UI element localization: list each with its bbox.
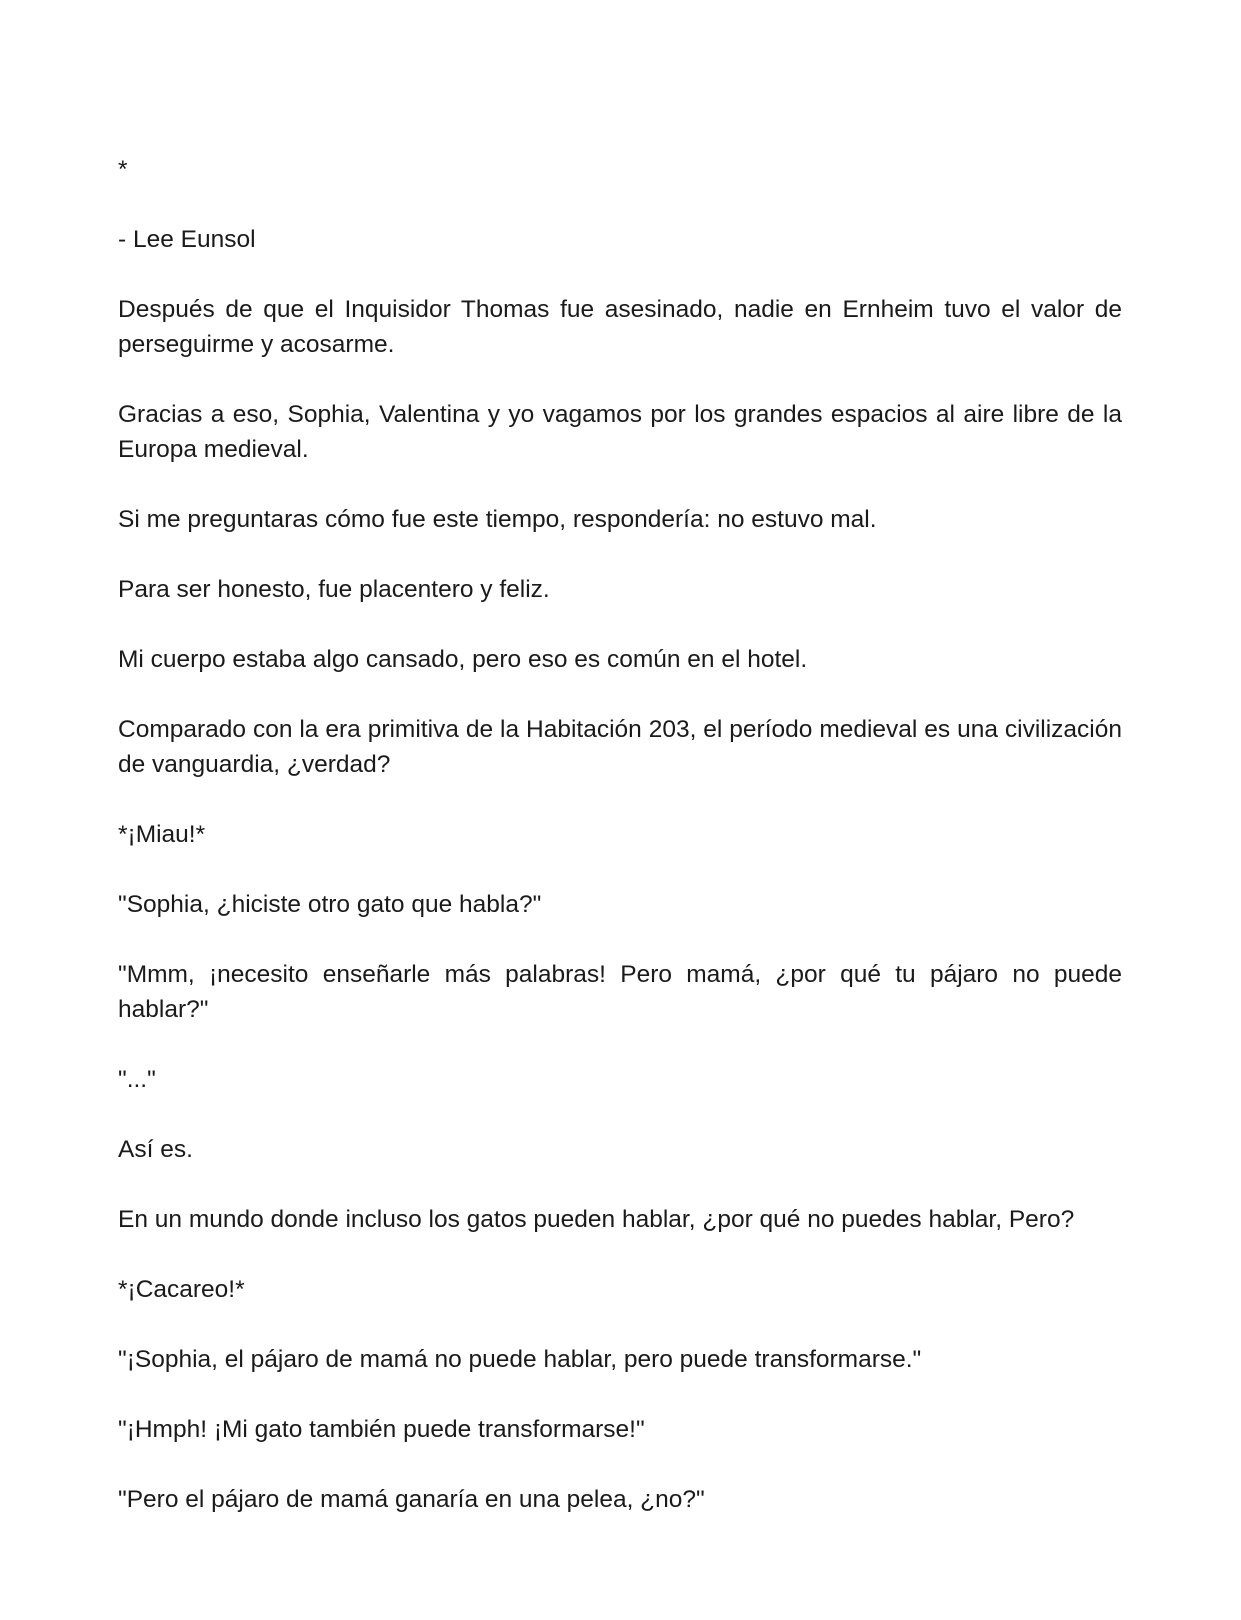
dialogue-line: "¡Hmph! ¡Mi gato también puede transformarse!" bbox=[118, 1416, 645, 1443]
document-body bbox=[118, 152, 1122, 1517]
dialogue-line: "Sophia, ¿hiciste otro gato que habla?" bbox=[118, 891, 542, 918]
paragraph: Así es. bbox=[118, 1136, 193, 1163]
paragraph: Para ser honesto, fue placentero y feliz. bbox=[118, 576, 550, 603]
dialogue-line: "Mmm, ¡necesito enseñarle más palabras! Pero mamá, ¿por qué tu pájaro no puede hablar?" bbox=[118, 961, 1122, 1023]
paragraph: *¡Cacareo!* bbox=[118, 1276, 245, 1303]
dialogue-line: "..." bbox=[118, 1066, 156, 1093]
paragraph: *¡Miau!* bbox=[118, 821, 206, 848]
scene-break: * bbox=[118, 156, 128, 183]
dialogue-line: "Pero el pájaro de mamá ganaría en una pelea, ¿no?" bbox=[118, 1486, 705, 1513]
paragraph: Comparado con la era primitiva de la Habitación 203, el período medieval es una civilización de vanguardia, ¿verdad? bbox=[118, 716, 1122, 778]
paragraph: Mi cuerpo estaba algo cansado, pero eso es común en el hotel. bbox=[118, 646, 808, 673]
paragraph: Después de que el Inquisidor Thomas fue asesinado, nadie en Ernheim tuvo el valor de perseguirme y acosarme. bbox=[118, 296, 1122, 358]
paragraph: Si me preguntaras cómo fue este tiempo, respondería: no estuvo mal. bbox=[118, 506, 877, 533]
pov-heading: - Lee Eunsol bbox=[118, 226, 256, 253]
paragraph: En un mundo donde incluso los gatos pueden hablar, ¿por qué no puedes hablar, Pero? bbox=[118, 1206, 1075, 1233]
dialogue-line: "¡Sophia, el pájaro de mamá no puede hablar, pero puede transformarse." bbox=[118, 1346, 922, 1373]
paragraph: Gracias a eso, Sophia, Valentina y yo vagamos por los grandes espacios al aire libre de la Europa medieval. bbox=[118, 401, 1122, 463]
